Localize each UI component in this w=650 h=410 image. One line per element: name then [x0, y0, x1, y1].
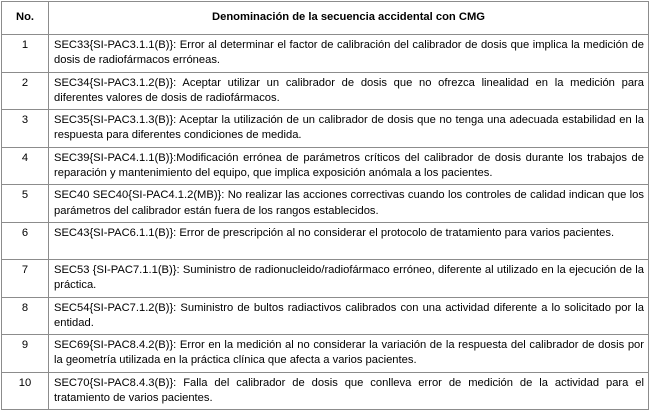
row-number: 3 — [2, 110, 49, 148]
accident-sequence-table — [1, 1, 649, 410]
table-row — [2, 372, 649, 410]
row-number: 8 — [2, 297, 49, 335]
row-number: 10 — [2, 372, 49, 410]
row-description: SEC43{SI-PAC6.1.1(B)}: Error de prescripción al no considerar el protocolo de tratamiento para varios pacientes. — [49, 222, 649, 259]
row-number: 4 — [2, 147, 49, 185]
table-body — [2, 35, 649, 410]
row-number: 5 — [2, 185, 49, 223]
table-row — [2, 147, 649, 185]
row-number: 6 — [2, 222, 49, 259]
row-description: SEC39{SI-PAC4.1.1(B)}:Modificación errónea de parámetros críticos del calibrador de dosis durante los trabajos de reparación y mantenimiento del equipo, que implica exposición anómala a los pacientes. — [49, 147, 649, 185]
row-description: SEC40 SEC40{SI-PAC4.1.2(MB)}: No realizar las acciones correctivas cuando los controles de calidad indican que los parámetros del calibrador están fuera de los rangos establecidos. — [49, 185, 649, 223]
row-description: SEC34{SI-PAC3.1.2(B)}: Aceptar utilizar un calibrador de dosis que no ofrezca linealidad en la medición para diferentes valores de dosis de radiofármacos. — [49, 72, 649, 110]
table-row — [2, 259, 649, 297]
row-number: 9 — [2, 335, 49, 373]
header-description: Denominación de la secuencia accidental con CMG — [49, 2, 649, 35]
table-row — [2, 110, 649, 148]
table-row — [2, 72, 649, 110]
row-description: SEC53 {SI-PAC7.1.1(B)}: Suministro de radionucleido/radiofármaco erróneo, diferente al utilizado en la ejecución de la práctica. — [49, 259, 649, 297]
header-number: No. — [2, 2, 49, 35]
row-number: 7 — [2, 259, 49, 297]
table-row — [2, 35, 649, 73]
table-header — [2, 2, 649, 35]
row-description: SEC54{SI-PAC7.1.2(B)}: Suministro de bultos radiactivos calibrados con una actividad diferente a lo solicitado por la entidad. — [49, 297, 649, 335]
row-description: SEC33{SI-PAC3.1.1(B)}: Error al determinar el factor de calibración del calibrador de dosis que implica la medición de dosis de radiofármacos erróneas. — [49, 35, 649, 73]
header-row — [2, 2, 649, 35]
row-description: SEC70{SI-PAC8.4.3(B)}: Falla del calibrador de dosis que conlleva error de medición de la actividad para el tratamiento de varios pacientes. — [49, 372, 649, 410]
row-description: SEC35{SI-PAC3.1.3(B)}: Aceptar la utilización de un calibrador de dosis que no tenga una adecuada estabilidad en la respuesta para diferentes condiciones de medida. — [49, 110, 649, 148]
table-row — [2, 185, 649, 223]
row-number: 2 — [2, 72, 49, 110]
row-description: SEC69{SI-PAC8.4.2(B)}: Error en la medición al no considerar la variación de la respuesta del calibrador de dosis por la geometría utilizada en la práctica clínica que afecta a varios pacientes. — [49, 335, 649, 373]
table-row — [2, 335, 649, 373]
table-row — [2, 222, 649, 259]
table-row — [2, 297, 649, 335]
row-number: 1 — [2, 35, 49, 73]
